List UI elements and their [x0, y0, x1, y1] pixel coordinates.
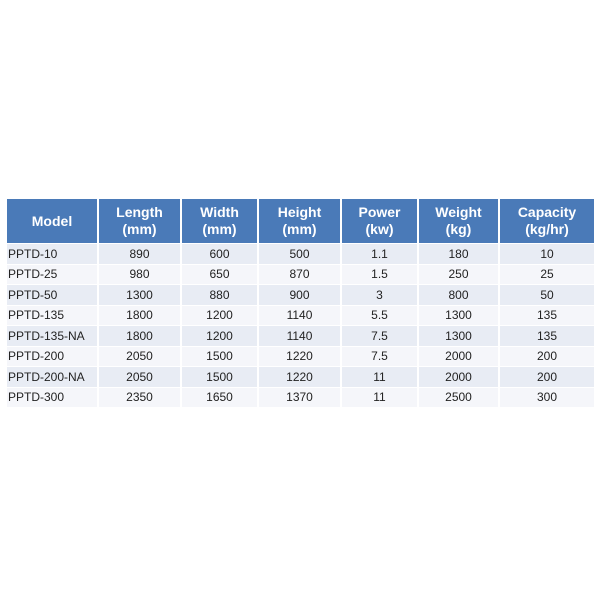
weight-cell: 2000 [418, 346, 499, 367]
width-cell: 600 [181, 244, 258, 265]
power-cell: 7.5 [341, 326, 418, 347]
header-unit: (kg/hr) [525, 221, 569, 237]
length-cell: 2050 [98, 367, 181, 388]
table-row [7, 367, 594, 388]
model-cell: PPTD-50 [7, 285, 98, 306]
header-label: Width [200, 204, 239, 220]
weight-cell: 180 [418, 244, 499, 265]
length-cell: 1800 [98, 305, 181, 326]
length-cell: 1300 [98, 285, 181, 306]
header-unit: (kw) [365, 221, 394, 237]
header-label: Height [277, 204, 322, 220]
length-cell: 2350 [98, 387, 181, 407]
column-header-weight [418, 199, 499, 244]
column-header-model [7, 199, 98, 244]
length-cell: 1800 [98, 326, 181, 347]
specifications-table [7, 199, 594, 407]
model-cell: PPTD-10 [7, 244, 98, 265]
header-row [7, 199, 594, 244]
table-row [7, 264, 594, 285]
header-unit: (mm) [202, 221, 237, 237]
weight-cell: 250 [418, 264, 499, 285]
power-cell: 11 [341, 367, 418, 388]
table-row [7, 305, 594, 326]
column-header-width [181, 199, 258, 244]
power-cell: 3 [341, 285, 418, 306]
weight-cell: 800 [418, 285, 499, 306]
weight-cell: 2000 [418, 367, 499, 388]
column-header-length [98, 199, 181, 244]
width-cell: 1200 [181, 326, 258, 347]
table-row [7, 346, 594, 367]
height-cell: 1220 [258, 346, 341, 367]
model-cell: PPTD-200 [7, 346, 98, 367]
model-cell: PPTD-135-NA [7, 326, 98, 347]
header-label: Model [31, 212, 73, 229]
width-cell: 1650 [181, 387, 258, 407]
capacity-cell: 200 [499, 367, 594, 388]
weight-cell: 2500 [418, 387, 499, 407]
header-unit: (kg) [445, 221, 472, 237]
height-cell: 1370 [258, 387, 341, 407]
height-cell: 500 [258, 244, 341, 265]
header-label: Power [358, 204, 401, 220]
length-cell: 980 [98, 264, 181, 285]
header-label: Length [116, 204, 163, 220]
weight-cell: 1300 [418, 326, 499, 347]
table-row [7, 387, 594, 407]
weight-cell: 1300 [418, 305, 499, 326]
capacity-cell: 200 [499, 346, 594, 367]
header-label: Capacity [517, 204, 577, 220]
width-cell: 1500 [181, 346, 258, 367]
power-cell: 1.5 [341, 264, 418, 285]
header-label: Weight [435, 204, 482, 220]
height-cell: 1140 [258, 326, 341, 347]
power-cell: 7.5 [341, 346, 418, 367]
capacity-cell: 25 [499, 264, 594, 285]
width-cell: 650 [181, 264, 258, 285]
model-cell: PPTD-25 [7, 264, 98, 285]
power-cell: 1.1 [341, 244, 418, 265]
table-row [7, 285, 594, 306]
table-header [7, 199, 594, 244]
height-cell: 900 [258, 285, 341, 306]
capacity-cell: 300 [499, 387, 594, 407]
model-cell: PPTD-135 [7, 305, 98, 326]
table-row [7, 244, 594, 265]
width-cell: 1500 [181, 367, 258, 388]
height-cell: 870 [258, 264, 341, 285]
header-unit: (mm) [282, 221, 317, 237]
length-cell: 2050 [98, 346, 181, 367]
length-cell: 890 [98, 244, 181, 265]
capacity-cell: 10 [499, 244, 594, 265]
height-cell: 1220 [258, 367, 341, 388]
capacity-cell: 135 [499, 305, 594, 326]
column-header-power [341, 199, 418, 244]
width-cell: 880 [181, 285, 258, 306]
model-cell: PPTD-300 [7, 387, 98, 407]
model-cell: PPTD-200-NA [7, 367, 98, 388]
table-body [7, 244, 594, 408]
column-header-height [258, 199, 341, 244]
capacity-cell: 135 [499, 326, 594, 347]
capacity-cell: 50 [499, 285, 594, 306]
height-cell: 1140 [258, 305, 341, 326]
table-row [7, 326, 594, 347]
width-cell: 1200 [181, 305, 258, 326]
power-cell: 11 [341, 387, 418, 407]
power-cell: 5.5 [341, 305, 418, 326]
column-header-capacity [499, 199, 594, 244]
header-unit: (mm) [122, 221, 157, 237]
